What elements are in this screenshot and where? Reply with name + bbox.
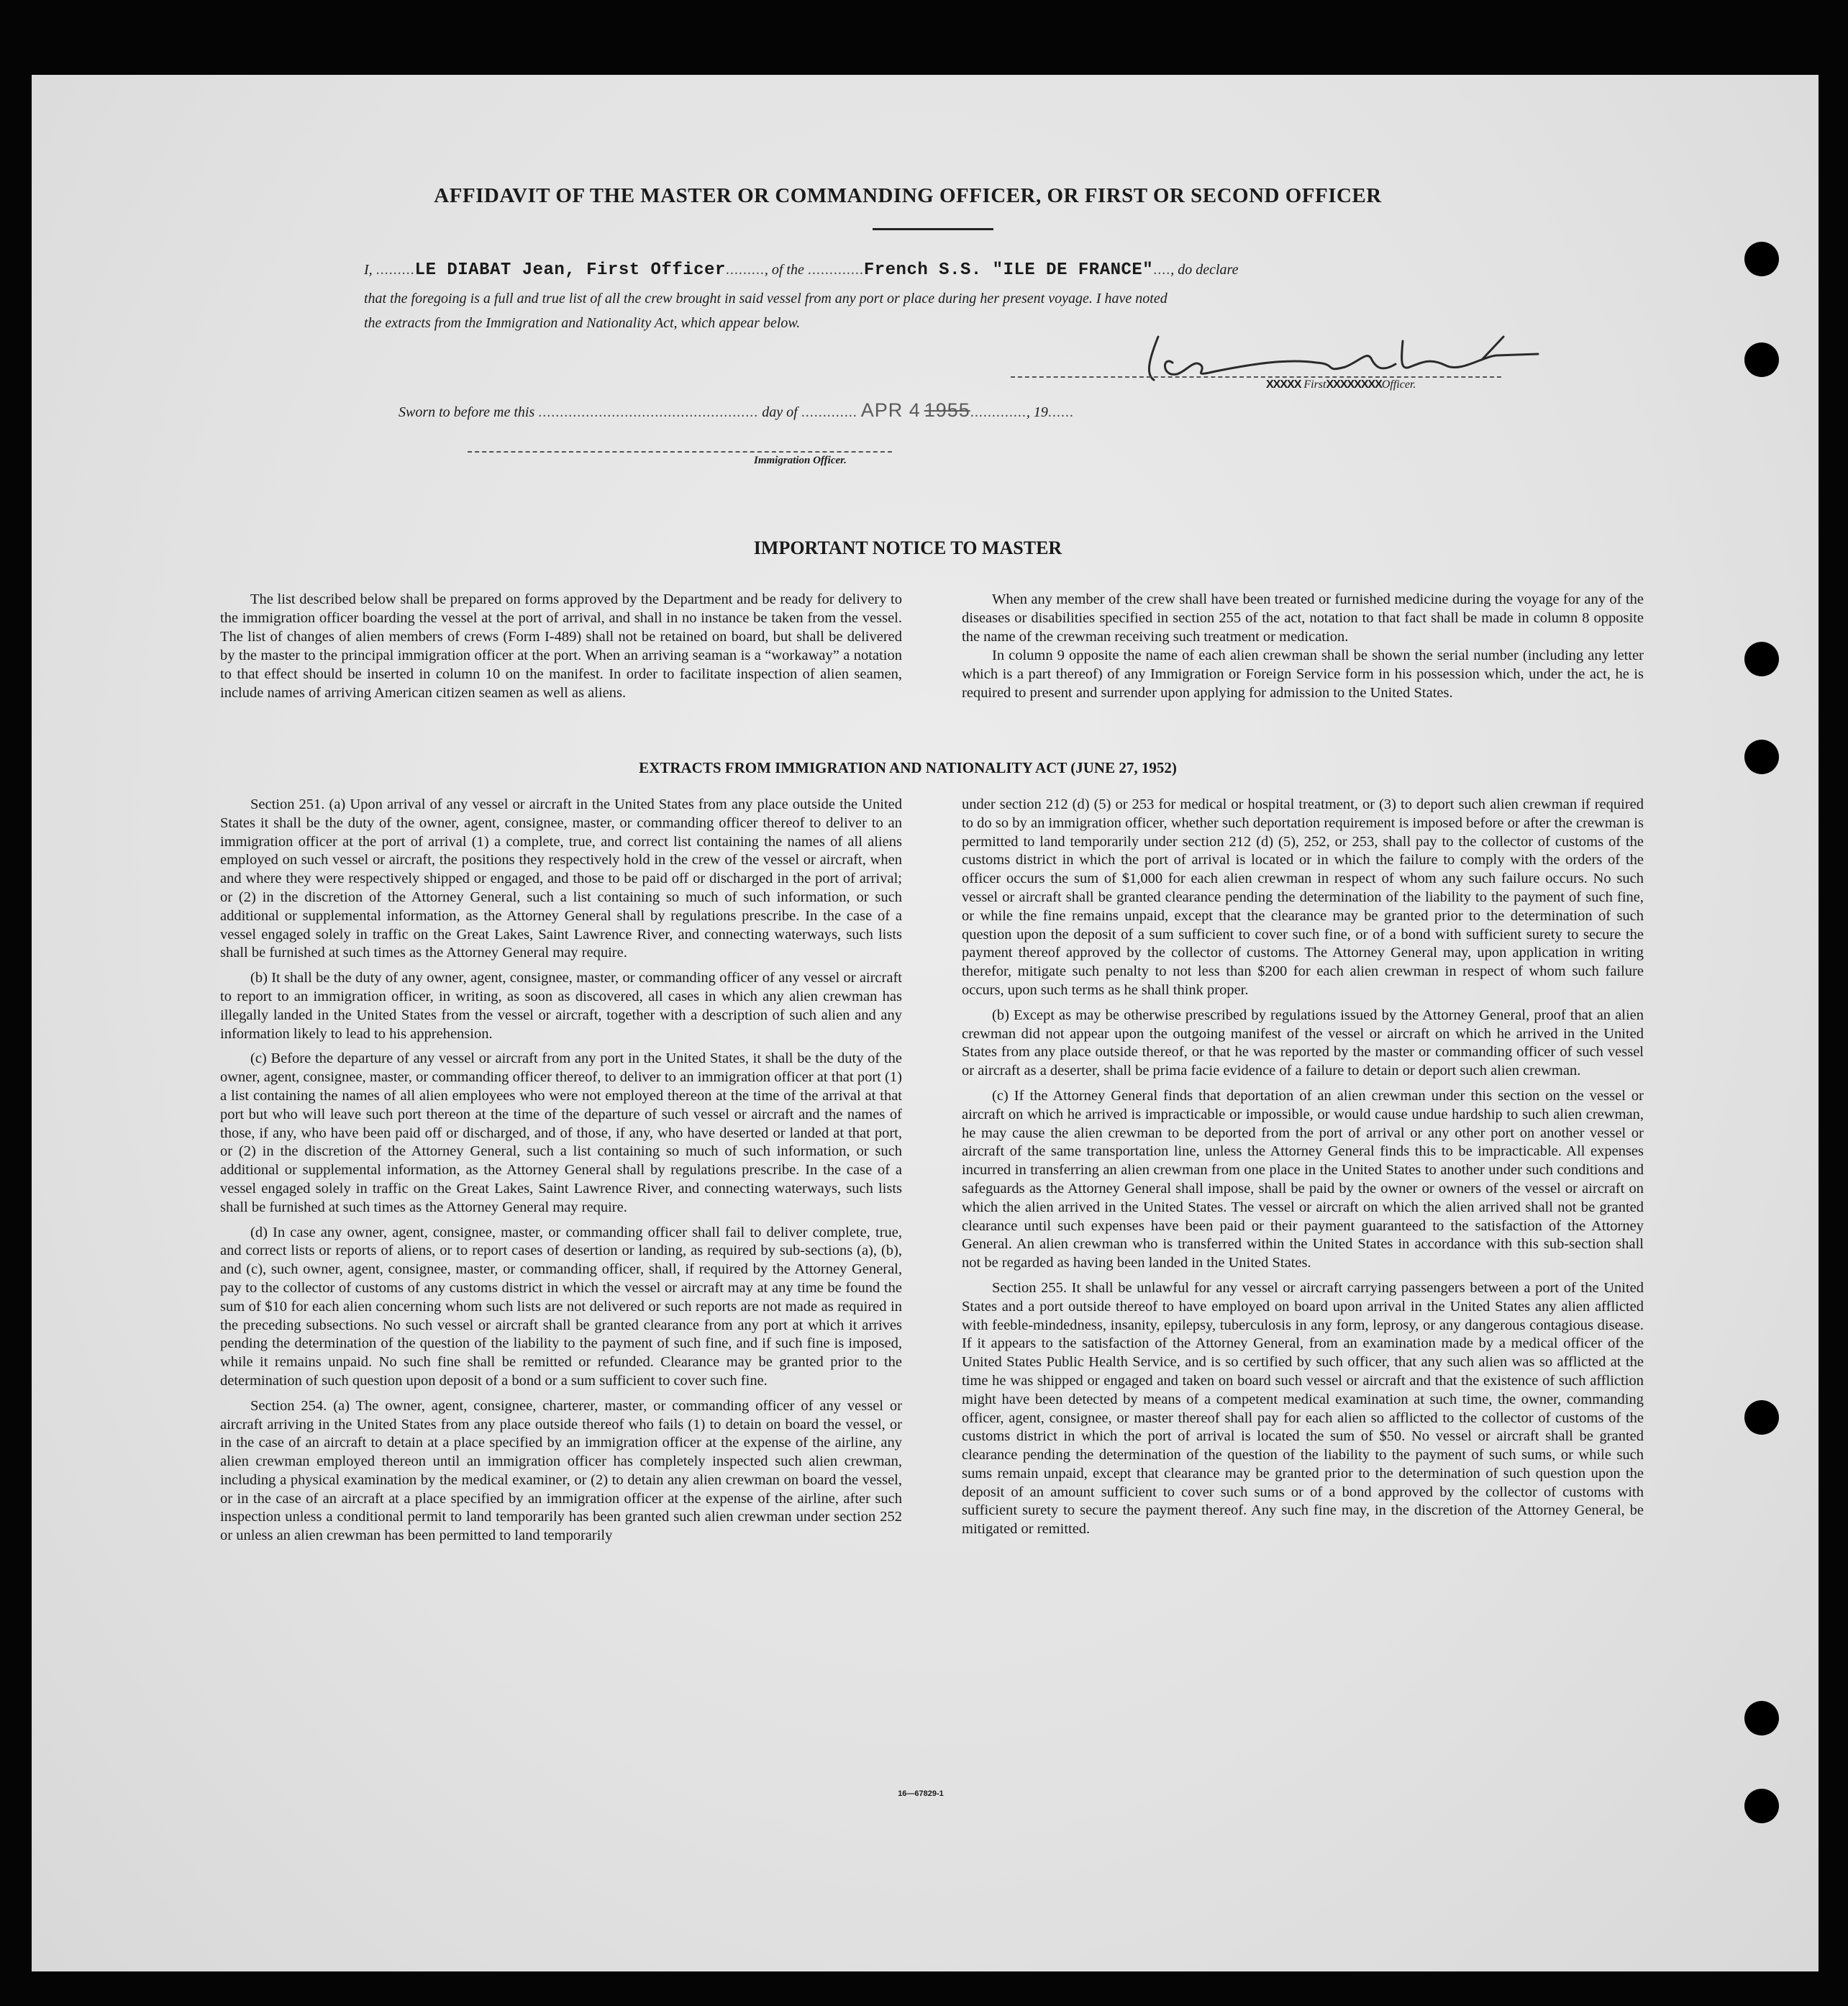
- date-stamp-year: 1955: [924, 399, 970, 421]
- notice-right-column: [962, 590, 1644, 707]
- sworn-label: Sworn to before me this: [399, 404, 535, 420]
- immigration-officer-label: Immigration Officer.: [754, 455, 847, 466]
- sworn-line: Sworn to before me this ................................................... day of ............. APR 4 1955............., 19......: [399, 399, 1074, 421]
- declaration-line-1: I, .........LE DIABAT Jean, First Officer........., of the .............French S.S. "ILE DE FRANCE"...., do declare: [364, 260, 1239, 280]
- vessel-name: French S.S. "ILE DE FRANCE": [863, 260, 1154, 280]
- signature-line: [1011, 376, 1501, 378]
- law-paragraph: Section 254. (a) The owner, agent, consignee, charterer, master, or commanding officer of any vessel or aircraft arriving in the United States from any place outside thereof who fails (1) to detain on board the vessel, or in the case of an aircraft to detain at a place specified by an immigration officer at the expense of the airline, any alien crewman employed thereon until an immigration officer has completely inspected such alien crewman, including a physical examination by the medical examiner, or (2) to detain any alien crewman on board the vessel, or in the case of an aircraft at a place specified by an immigration officer at the expense of the airline, after such inspection unless a conditional permit to land temporarily has been granted such alien crewman under section 252 or unless an alien crewman has been permitted to land temporarily: [220, 1397, 902, 1544]
- law-paragraph: under section 212 (d) (5) or 253 for medical or hospital treatment, or (3) to deport such alien crewman if required to do so by an immigration officer, whether such deportation requirement is imposed before or after the crewman is permitted to land temporarily under section 212 (d) (5), 252, or 253, shall pay to the collector of customs of the customs district in which the port of arrival is located or in which the failure to comply with the orders of the officer occurs the sum of $1,000 for each alien crewman in respect of whom any such failure occurs. No such vessel or aircraft shall be granted clearance pending the determination of the liability to the payment of such fine, or while the fine remains unpaid, except that the clearance may be granted prior to the determination of such question upon the deposit of a sum sufficient to cover such fine, or of a bond with sufficient surety to secure the payment thereof approved by the collector of customs. The Attorney General may, upon application in writing therefor, mitigate such penalty to not less than $200 for each alien crewman in respect of whom such failure occurs, upon such terms as he shall think proper.: [962, 796, 1644, 998]
- law-paragraph: (b) Except as may be otherwise prescribed by regulations issued by the Attorney General, proof that an alien crewman did not appear upon the outgoing manifest of the vessel or aircraft on which he arrived in the United States from any place outside thereof, or that he was reported by the master or commanding officer of such vessel or aircraft as a deserter, shall be prima facie evidence of a failure to detain or deport such alien crewman.: [962, 1007, 1644, 1079]
- form-number: 16—67829-1: [898, 1789, 944, 1798]
- do-declare-label: , do declare: [1170, 262, 1239, 278]
- law-paragraph: Section 251. (a) Upon arrival of any vessel or aircraft in the United States from any place outside the United States it shall be the duty of the owner, agent, consignee, master, or commanding officer thereof to deliver to an immigration officer at the port of arrival (1) a complete, true, and correct list containing the names of all aliens employed on such vessel or aircraft, the positions they respectively hold in the crew of the vessel or aircraft, when and where they were respectively shipped or engaged, and those to be paid off or discharged in the port of arrival; or (2) in the discretion of the Attorney General, such a list containing so much of such information, or such additional or supplemental information, as the Attorney General shall by regulations prescribe. In the case of a vessel engaged solely in traffic on the Great Lakes, Saint Lawrence River, and connecting waterways, such lists shall be furnished at such times as the Attorney General may require.: [220, 796, 902, 961]
- notice-paragraph: When any member of the crew shall have been treated or furnished medicine during the voyage for any of the diseases or disabilities specified in section 255 of the act, notation to that fact shall be made in column 8 opposite the name of the crewman receiving such treatment or medication.: [962, 591, 1644, 645]
- notice-paragraph: In column 9 opposite the name of each alien crewman shall be shown the serial number (including any letter which is a part thereof) of any Immigration or Foreign Service form in his possession which, under the act, he is required to present and surrender upon applying for admission to the United States.: [962, 648, 1644, 701]
- declaration-line-2: that the foregoing is a full and true list of all the crew brought in said vessel from any port or place during her present voyage. I have noted: [364, 291, 1167, 307]
- title-divider: [873, 228, 993, 230]
- law-paragraph: (d) In case any owner, agent, consignee, master, or commanding officer shall fail to deliver complete, true, and correct lists or reports of aliens, or to report cases of desertion or landing, as required by sub-sections (a), (b), and (c), such owner, agent, consignee, master, or commanding officer, shall, if required by the Attorney General, pay to the collector of customs of any customs district in which the vessel or aircraft may at any time be found the sum of $10 for each alien concerning whom such lists are not delivered or such reports are not made as required in the preceding subsections. No such vessel or aircraft shall be granted clearance from any port at which it arrives pending the determination of the question of the liability to the payment of such fine, and if such fine is imposed, while it remains unpaid. No such fine shall be remitted or refunded. Clearance may be granted prior to the determination of such question upon deposit of a bond or a sum sufficient to cover such fine.: [220, 1224, 902, 1389]
- year-prefix: , 19: [1026, 404, 1048, 420]
- date-stamp: APR 4: [860, 399, 921, 421]
- i-label: I,: [364, 262, 373, 278]
- extracts-left-column: [220, 796, 902, 1552]
- of-the-label: , of the: [764, 262, 804, 278]
- punch-hole: [1744, 1400, 1779, 1435]
- law-paragraph: (c) If the Attorney General finds that deportation of an alien crewman under this section on the vessel or aircraft on which he arrived is impracticable or impossible, or would cause undue hardship to such alien crewman, he may cause the alien crewman to be deported from the port of arrival or any other port on another vessel or aircraft of the same transportation line, unless the Attorney General finds this to be impracticable. All expenses incurred in transferring an alien crewman from one place in the United States to another under such conditions and safeguards as the Attorney General shall impose, shall be paid by the owner or owners of the vessel or aircraft on which the alien arrived in the United States. The vessel or aircraft on which the alien arrived shall not be granted clearance until such expenses have been paid or their payment guaranteed to the satisfaction of the Attorney General. An alien crewman who is transferred within the United States in accordance with this sub-section shall not be regarded as having been landed in the United States.: [962, 1087, 1644, 1271]
- extracts-right-column: [962, 796, 1644, 1546]
- punch-hole: [1744, 242, 1779, 276]
- punch-hole: [1744, 1701, 1779, 1735]
- day-of-label: day of: [762, 404, 798, 420]
- punch-hole: [1744, 642, 1779, 676]
- law-paragraph: Section 255. It shall be unlawful for any vessel or aircraft carrying passengers between a port of the United States and a port outside thereof to have employed on board upon arrival in the United States any alien afflicted with feeble-mindedness, insanity, epilepsy, tuberculosis in any form, leprosy, or any dangerous contagious disease. If it appears to the satisfaction of the Attorney General, from an examination made by a medical officer of the United States Public Health Service, and is so certified by such officer, that any such alien was so afflicted at the time he was shipped or engaged and taken on board such vessel or aircraft and that the existence of such affliction might have been detected by means of a competent medical examination at such time, the owner, commanding officer, agent, consignee, or master thereof shall pay for each alien so afflicted to the collector of customs of the customs district in which the port of arrival is located the sum of $50. No vessel or aircraft shall be granted clearance pending the determination of the question of the liability to the payment of such sums, or while such sums remain unpaid, except that clearance may be granted prior to the determination of such question upon the deposit of an amount sufficient to cover such sums or of a bond approved by the collector of customs with sufficient surety to secure the payment thereof. Any such fine may, in the discretion of the Attorney General, be mitigated or remitted.: [962, 1279, 1644, 1538]
- law-paragraph: (c) Before the departure of any vessel or aircraft from any port in the United States, it shall be the duty of the owner, agent, consignee, master, or commanding officer thereof, to deliver to an immigration officer at that port (1) a list containing the names of all alien employees who were not employed thereon at the time of the arrival at that port but who will leave such port thereon at the time of the departure of such vessel or aircraft and the names of those, if any, who have been paid off or discharged, and of those, if any, who have deserted or landed at that port, or (2) in the discretion of the Attorney General, such a list containing so much of such information, or such additional or supplemental information, as the Attorney General shall by regulations prescribe. In the case of a vessel engaged solely in traffic on the Great Lakes, Saint Lawrence River, and connecting waterways, such lists shall be furnished at such times as the Attorney General may require.: [220, 1050, 902, 1215]
- affidavit-title: AFFIDAVIT OF THE MASTER OR COMMANDING OFFICER, OR FIRST OR SECOND OFFICER: [434, 184, 1382, 207]
- punch-hole: [1744, 342, 1779, 377]
- declaration-line-3: the extracts from the Immigration and Nationality Act, which appear below.: [364, 315, 801, 331]
- notice-paragraph: The list described below shall be prepared on forms approved by the Department and be ready for delivery to the immigration officer boarding the vessel at the port of arrival, and shall in no instance be taken from the vessel. The list of changes of alien members of crews (Form I-489) shall not be retained on board, but shall be delivered by the master to the principal immigration officer at the port. When an arriving seaman is a “workaway” a notation to that effect should be inserted in column 10 on the manifest. In order to facilitate inspection of alien seamen, include names of arriving American citizen seamen as well as aliens.: [220, 591, 902, 701]
- law-paragraph: (b) It shall be the duty of any owner, agent, consignee, master, or commanding officer of any vessel or aircraft to report to an immigration officer, in writing, as soon as discovered, all cases in which any alien crewman has illegally landed in the United States from the vessel or aircraft, together with a description of such alien and any information likely to lead to his apprehension.: [220, 970, 902, 1042]
- signature-title: XXXXX FirstXXXXXXXXOfficer.: [1266, 378, 1416, 391]
- notice-title: IMPORTANT NOTICE TO MASTER: [753, 537, 1062, 558]
- extracts-title: EXTRACTS FROM IMMIGRATION AND NATIONALITY ACT (JUNE 27, 1952): [639, 759, 1177, 776]
- declarant-name: LE DIABAT Jean, First Officer: [414, 260, 726, 280]
- punch-hole: [1744, 740, 1779, 774]
- notice-left-column: [220, 590, 902, 707]
- punch-hole: [1744, 1789, 1779, 1823]
- immigration-officer-line: [468, 451, 892, 453]
